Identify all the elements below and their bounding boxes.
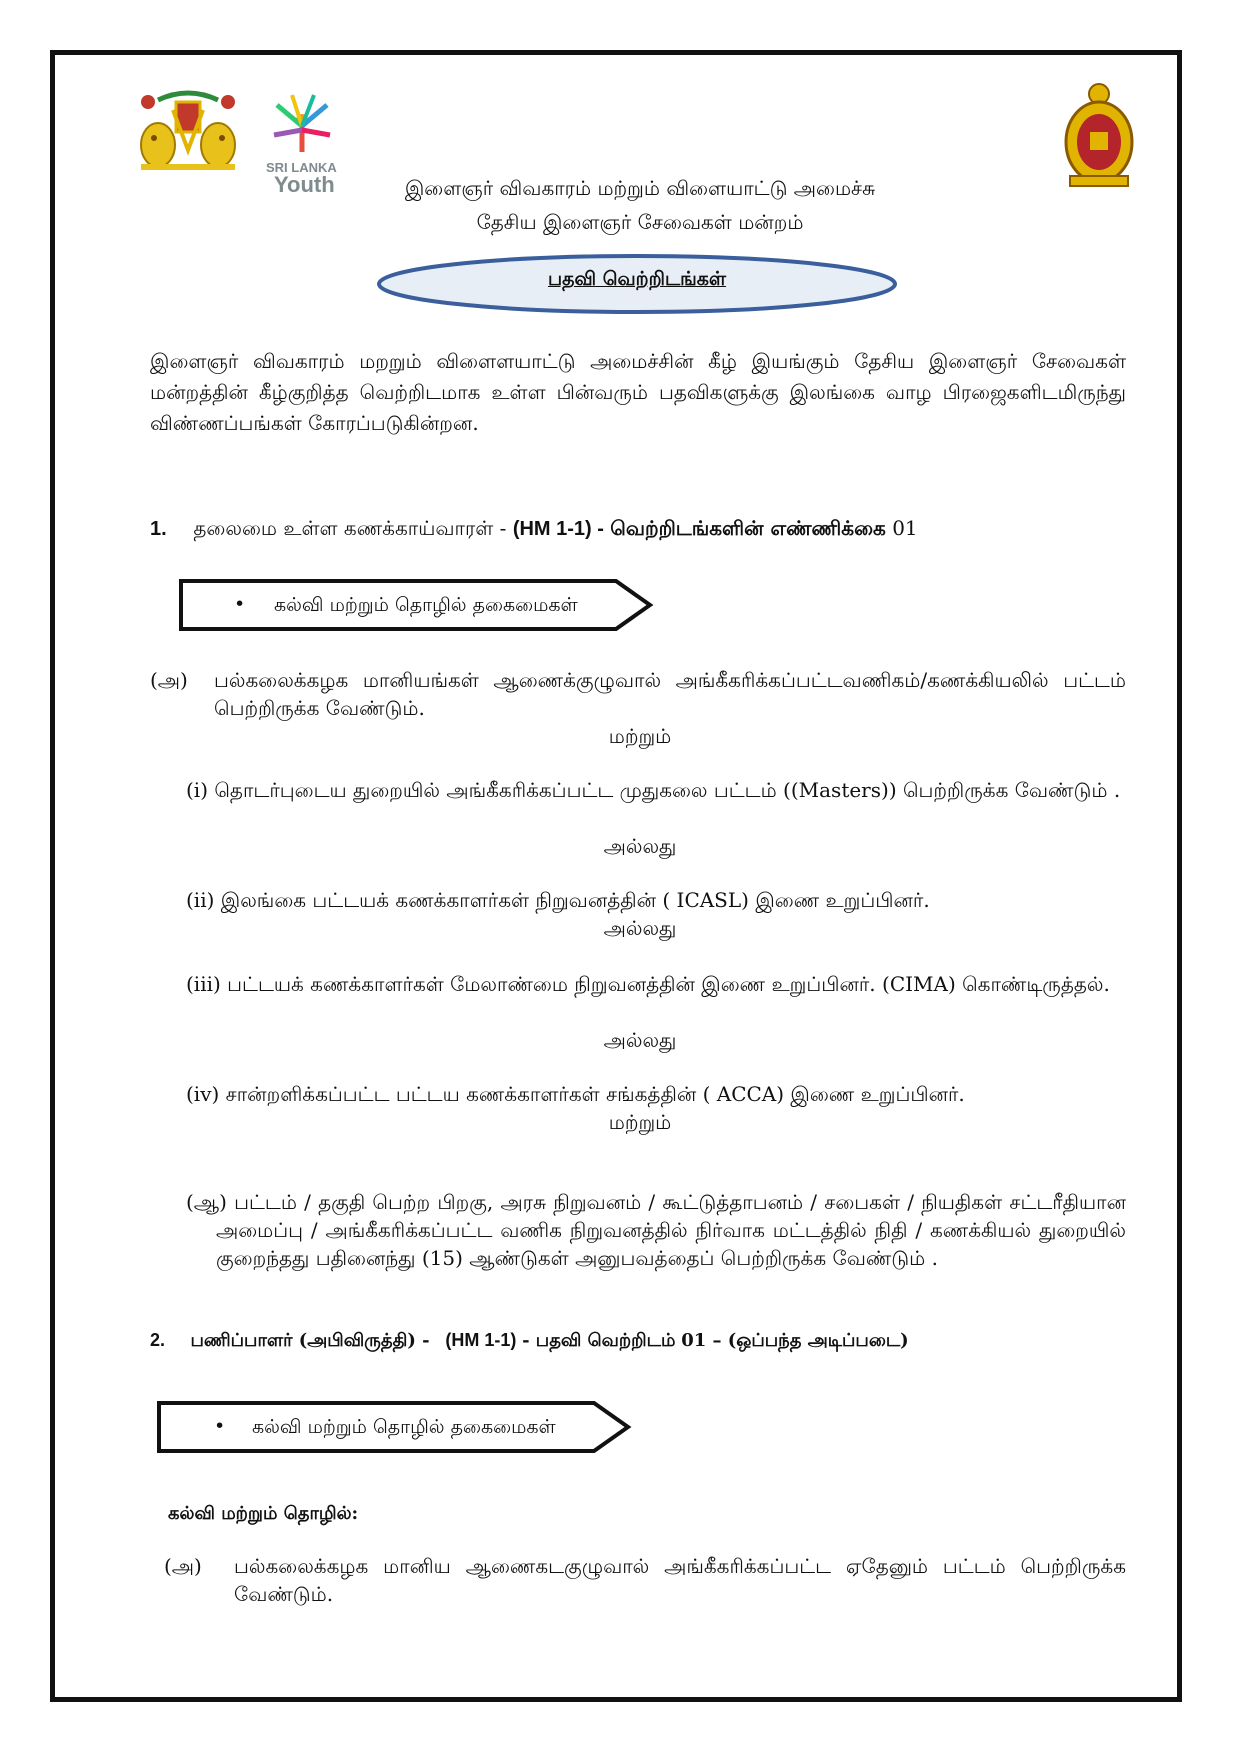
position-1-qualifications-box: [178, 578, 654, 632]
position-1-a-marker: (அ): [150, 668, 188, 692]
position-1-heading: [150, 514, 1130, 543]
position-1-or-2: அல்லது: [603, 916, 677, 940]
sri-lanka-youth-logo: [262, 90, 342, 200]
position-2-box-bullet: •: [214, 1415, 226, 1437]
position-2-a-marker: (அ): [164, 1554, 202, 1578]
position-1-ii-text: (ii) இலங்கை பட்டயக் கணக்காளர்கள் நிறுவனத்தின் ( ICASL) இணை உறுப்பினர்.: [186, 888, 930, 912]
position-1-a-text: பல்கலைக்கழக மானியங்கள் ஆணைக்குழுவால் அங்கீகரிக்கப்பட்டவணிகம்/கணக்கியலில் பட்டம் பெற்றிருக்க வேண்டும்.: [214, 668, 1126, 720]
national-emblem-logo: [1062, 80, 1136, 190]
position-1-vacancy-label: வெற்றிடங்களின் எண்ணிக்கை: [610, 516, 886, 540]
position-1-aa-text: (ஆ) பட்டம் / தகுதி பெற்ற பிறகு, அரசு நிறுவனம் / கூட்டுத்தாபனம் / சபைகள் / நியதிகள் சட்டரீதியான அமைப்பு / அங்கீகரிக்கப்பட்ட வணிக நிறுவனத்தில் நிர்வாக மட்டத்தில் நிதி / கணக்கியல் துறையில் குறைந்தது பதினைந்து (15) ஆண்டுகள் அனுபவத்தைப் பெற்றிருக்க வேண்டும் .: [186, 1190, 1126, 1270]
youth-logo-line1: SRI LANKA: [266, 160, 337, 175]
vacancies-banner-title: பதவி வெற்றிடங்கள்: [547, 268, 727, 290]
intro-paragraph: இளைஞர் விவகாரம் மறறும் விளைளயாட்டு அமைச்சின் கீழ் இயங்கும் தேசிய இளைஞர் சேவைகள் மன்றத்தின் கீழ்குறித்த வெற்றிடமாக உள்ள பின்வரும் பதவிகளுக்கு இலங்கை வாழ பிரஜைகளிடமிருந்து விண்ணப்பங்கள் கோரப்படுகின்றன.: [150, 349, 1126, 435]
position-2-qualifications-box: [156, 1400, 632, 1454]
position-1-or-1: அல்லது: [603, 834, 677, 858]
position-1-box-label: கல்வி மற்றும் தொழில் தகைமைகள்: [274, 594, 578, 616]
position-1-title: தலைமை உள்ள கணக்காய்வாரள் -: [193, 516, 507, 540]
position-2-subheading: கல்வி மற்றும் தொழில்:: [168, 1503, 359, 1524]
position-2-vacancy-label: - பதவி வெற்றிடம்: [522, 1330, 676, 1351]
position-1-box-bullet: •: [234, 593, 246, 615]
position-2-box-label: கல்வி மற்றும் தொழில் தகைமைகள்: [252, 1416, 556, 1438]
position-1-vacancy-count: 01: [892, 516, 918, 540]
position-1-and-2: மற்றும்: [608, 1110, 672, 1134]
youth-logo-line2: Youth: [274, 172, 335, 197]
position-1-iii-text: (iii) பட்டயக் கணக்காளர்கள் மேலாண்மை நிறுவனத்தின் இணை உறுப்பினர். (CIMA) கொண்டிருத்தல்.: [186, 972, 1110, 996]
position-2-title: பணிப்பாளர் (அபிவிருத்தி) -: [190, 1330, 430, 1351]
position-1-number: 1.: [150, 518, 167, 540]
position-1-i-text: (i) தொடர்புடைய துறையில் அங்கீகரிக்கப்பட்ட முதுகலை பட்டம் ((Masters)) பெற்றிருக்க வேண்டும் .: [186, 778, 1121, 802]
position-2-code: (HM 1-1): [445, 1330, 517, 1350]
lion-emblem-logo: [138, 90, 238, 180]
position-2-heading: [150, 1326, 1130, 1355]
position-1-iv-text: (iv) சான்றளிக்கப்பட்ட பட்டய கணக்காளர்கள் சங்கத்தின் ( ACCA) இணை உறுப்பினர்.: [186, 1082, 965, 1106]
ministry-name: இளைஞர் விவகாரம் மற்றும் விளையாட்டு அமைச்சு: [404, 176, 876, 200]
position-2-number: 2.: [150, 1330, 166, 1350]
position-2-vacancy-count: 01 – (ஒப்பந்த அடிப்படை): [681, 1330, 909, 1351]
position-2-a-text: பல்கலைக்கழக மானிய ஆணைகடகுழுவால் அங்கீகரிக்கப்பட்ட ஏதேனும் பட்டம் பெற்றிருக்க வேண்டும்.: [234, 1554, 1126, 1606]
position-1-code: (HM 1-1) -: [512, 518, 604, 540]
vacancies-banner: [374, 252, 900, 316]
position-1-and-1: மற்றும்: [608, 724, 672, 748]
council-name: தேசிய இளைஞர் சேவைகள் மன்றம்: [476, 210, 804, 234]
position-1-or-3: அல்லது: [603, 1028, 677, 1052]
